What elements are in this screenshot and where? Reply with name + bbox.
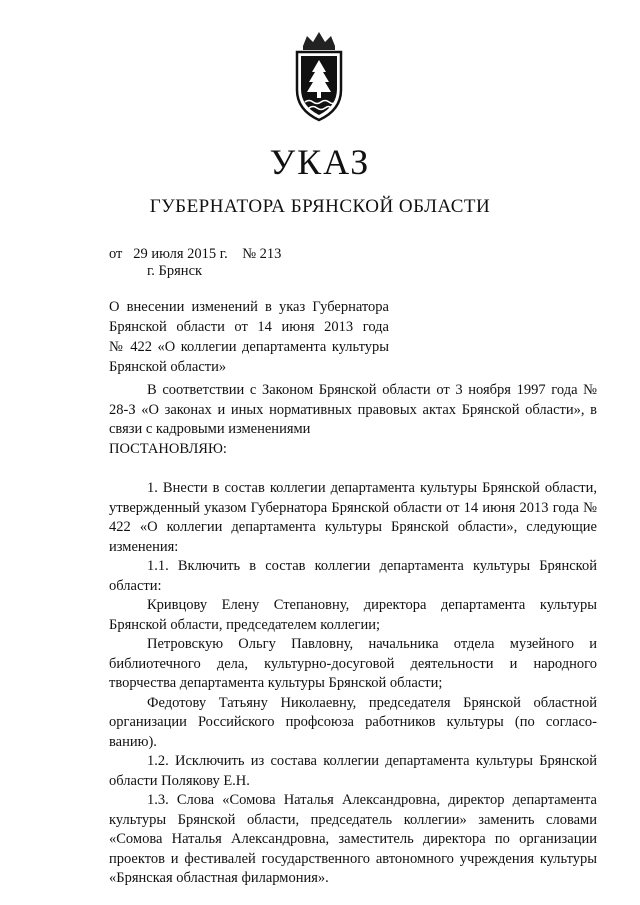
subject-line: О внесении изменений в указ Губернатора (109, 299, 389, 315)
paragraph-1-2: 1.2. Исключить из состава коллегии департамента культуры Брянской области Полякову Е.Н. (109, 753, 597, 789)
city-line: г. Брянск (147, 263, 203, 279)
document-body (109, 381, 597, 889)
subject-line: Брянской области от 14 июня 2013 года (109, 319, 389, 335)
subject-line: Брянской области» (109, 359, 227, 375)
paragraph-1: 1. Внести в состав коллегии департамента культуры Брянской области, утвержденный указом Губернатора Брянской области от 14 июня 2013 года № 422 «О коллегии департамента культуры Брянской области», следующие изменения: (109, 480, 597, 555)
paragraph-1-3: 1.3. Слова «Сомова Наталья Александровна, директор департамента культуры Брянской области, председатель коллегии» заменить словами «Сомова Наталья Александровна, заместитель директора по организации проектов и фестивалей государственного автономного учреждения культуры «Брянская областная филармония». (109, 792, 597, 886)
document-title: УКАЗ (269, 142, 371, 182)
paragraph-fed: Федотову Татьяну Николаевну, председателя Брянской областной организации Российского профсоюза работников культуры (по согласо-ванию). (109, 694, 597, 750)
paragraph-petr: Петровскую Ольгу Павловну, начальника отдела музейного и библиотечного дела, культурно-досуговой деятельности и народного творчества департамента культуры Брянской области; (109, 636, 597, 691)
decree-word: ПОСТАНОВЛЯЮ: (109, 440, 227, 457)
paragraph-1-1: 1.1. Включить в состав коллегии департамента культуры Брянской области: (109, 558, 597, 594)
date-number-line: от 29 июля 2015 г. № 213 (109, 246, 282, 262)
preamble-paragraph: В соответствии с Законом Брянской области от 3 ноября 1997 года № 28-З «О законах и иных нормативных правовых актах Брянской области», в связи с кадровыми изменениями (109, 382, 597, 437)
subject-line: № 422 «О коллегии департамента культуры (109, 339, 389, 355)
paragraph-kriv: Кривцову Елену Степановну, директора департамента культуры Брянской области, председателем коллегии; (109, 597, 597, 633)
document-subtitle: ГУБЕРНАТОРА БРЯНСКОЙ ОБЛАСТИ (149, 196, 491, 217)
subject-block (109, 297, 389, 377)
coat-of-arms-icon (289, 28, 349, 128)
